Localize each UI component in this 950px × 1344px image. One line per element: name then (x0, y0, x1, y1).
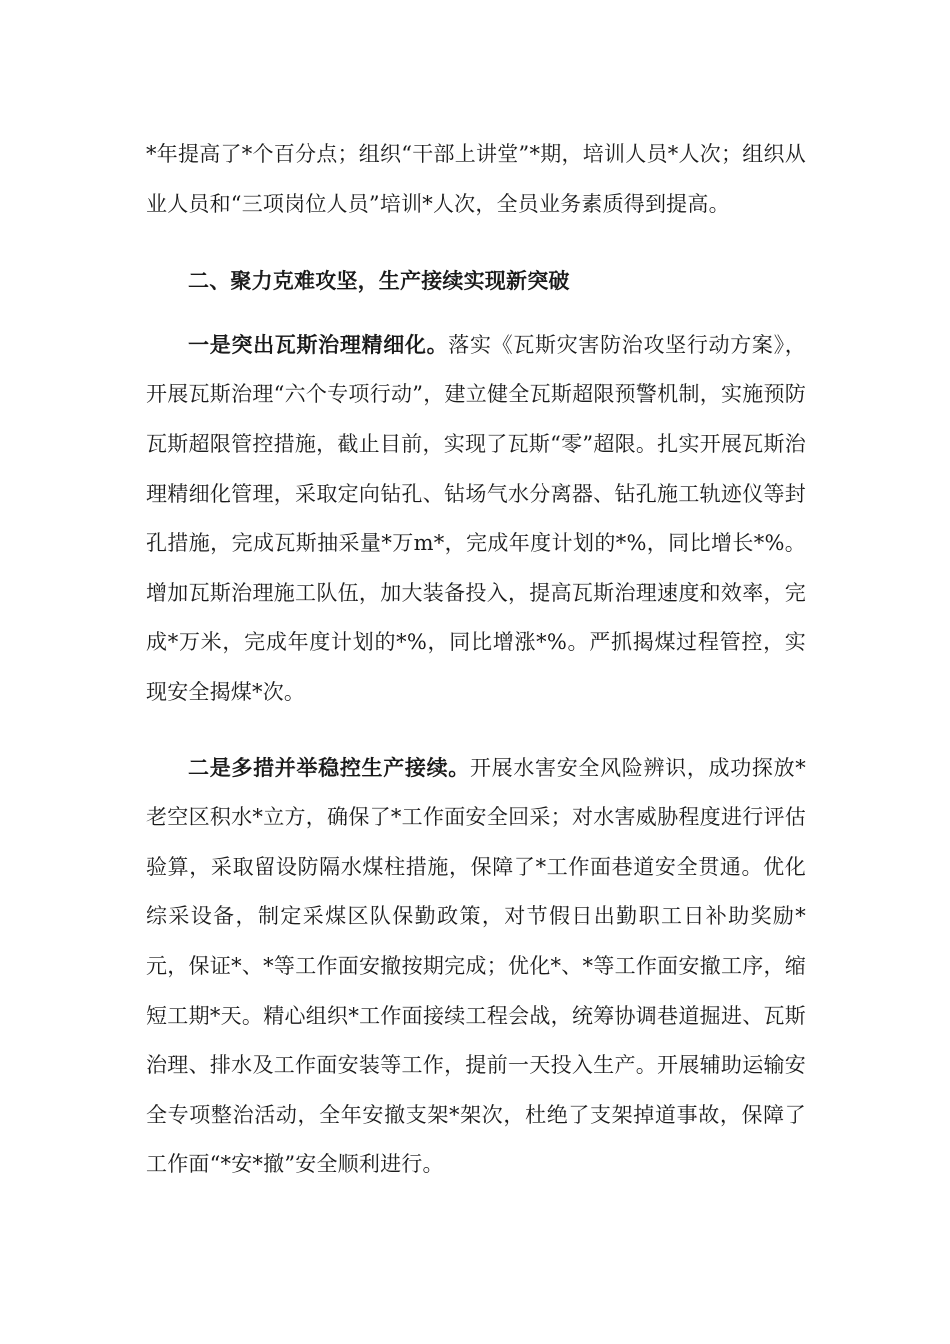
paragraph-body: 落实《瓦斯灾害防治攻坚行动方案》，开展瓦斯治理“六个专项行动”，建立健全瓦斯超限预警机制，实施预防瓦斯超限管控措施，截止目前，实现了瓦斯“零”超限。扎实开展瓦斯治理精细化管理，采取定向钻孔、钻场气水分离器、钻孔施工轨迹仪等封孔措施，完成瓦斯抽采量*万m*，完成年度计划的*%，同比增长*%。增加瓦斯治理施工队伍，加大装备投入，提高瓦斯治理速度和效率，完成*万米，完成年度计划的*%，同比增涨*%。严抓揭煤过程管控，实现安全揭煤*次。 (146, 332, 806, 704)
paragraph-lead: 一是突出瓦斯治理精细化。 (188, 331, 449, 357)
paragraph-body: 开展水害安全风险辨识，成功探放*老空区积水*立方，确保了*工作面安全回采；对水害威胁程度进行评估验算，采取留设防隔水煤柱措施，保障了*工作面巷道安全贯通。优化综采设备，制定采煤区队保勤政策，对节假日出勤职工日补助奖励*元，保证*、*等工作面安撤按期完成；优化*、*等工作面安撤工序，缩短工期*天。精心组织*工作面接续工程会战，统筹协调巷道掘进、瓦斯治理、排水及工作面安装等工作，提前一天投入生产。开展辅助运输安全专项整治活动，全年安撤支架*架次，杜绝了支架掉道事故，保障了工作面“*安*撤”安全顺利进行。 (146, 755, 807, 1177)
section-heading: 二、聚力克难攻坚，生产接续实现新突破 (188, 268, 570, 294)
paragraph-production-continuity (146, 743, 806, 1190)
continuation-paragraph: *年提高了*个百分点；组织“干部上讲堂”*期，培训人员*人次；组织从业人员和“三项岗位人员”培训*人次，全员业务素质得到提高。 (146, 142, 806, 216)
document-page (146, 130, 806, 1190)
paragraph-lead: 二是多措并举稳控生产接续。 (188, 754, 470, 780)
paragraph-gas-control (146, 320, 806, 718)
